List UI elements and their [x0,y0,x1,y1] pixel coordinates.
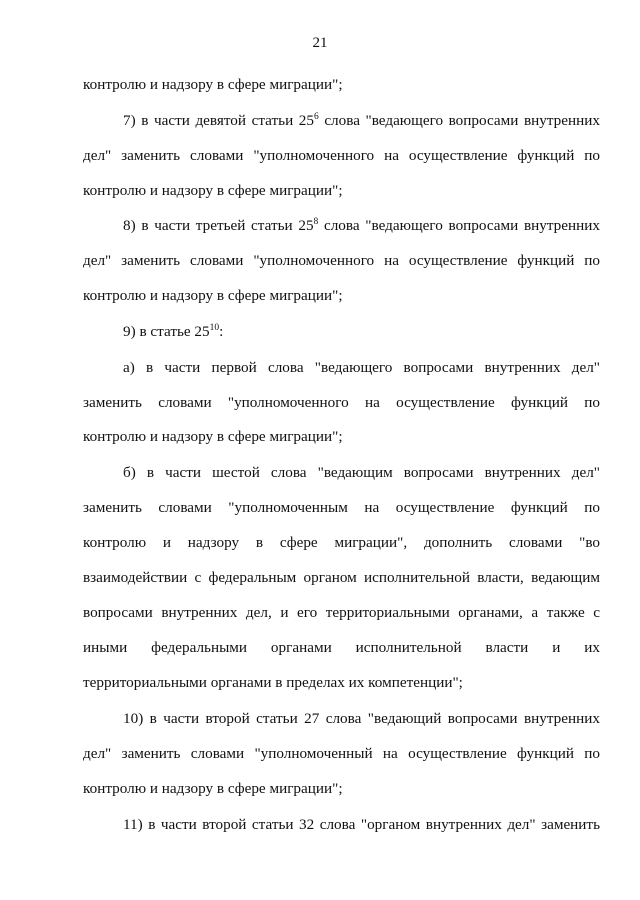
text-line: дел" заменить словами "уполномоченного на осуществление функций по [83,252,600,269]
text-line: контролю и надзору в сфере миграции"; [83,76,343,93]
item-7-line: 7) в части девятой статьи $25^6$ слова "ведающего вопросами внутренних [123,112,600,129]
item-9b-line: б) в части шестой слова "ведающим вопросами внутренних дел" [123,464,600,481]
superscript: 10 [209,323,220,333]
item-11-line: 11) в части второй статьи 32 слова "органом внутренних дел" заменить [123,816,600,833]
text-line: контролю и надзору в сфере миграции"; [83,780,343,797]
text-line: иными федеральными органами исполнительной власти и их [83,639,600,656]
text-line: вопросами внутренних дел, и его территориальными органами, а также с [83,604,600,621]
text-line: заменить словами "уполномоченного на осуществление функций по [83,394,600,411]
text-line: дел" заменить словами "уполномоченный на осуществление функций по [83,745,600,762]
item-9a-line: а) в части первой слова "ведающего вопросами внутренних дел" [123,359,600,376]
text-line: контролю и надзору в сфере миграции", дополнить словами "во [83,534,600,551]
text-line: дел" заменить словами "уполномоченного на осуществление функций по [83,147,600,164]
page-number: 21 [312,35,328,51]
text-line: контролю и надзору в сфере миграции"; [83,182,343,199]
item-10-line: 10) в части второй статьи 27 слова "ведающий вопросами внутренних [123,710,600,727]
text-line: заменить словами "уполномоченным на осуществление функций по [83,499,600,516]
superscript: 8 [313,217,319,227]
item-8-line: 8) в части третьей статьи $25^8$ слова "ведающего вопросами внутренних [123,217,600,234]
text-line: контролю и надзору в сфере миграции"; [83,287,343,304]
item-9-line: 9) в статье $25^{10}$: [123,323,224,340]
superscript: 6 [313,112,319,122]
text-line: территориальными органами в пределах их компетенции"; [83,674,463,691]
text-line: контролю и надзору в сфере миграции"; [83,428,343,445]
text-line: взаимодействии с федеральным органом исполнительной власти, ведающим [83,569,600,586]
